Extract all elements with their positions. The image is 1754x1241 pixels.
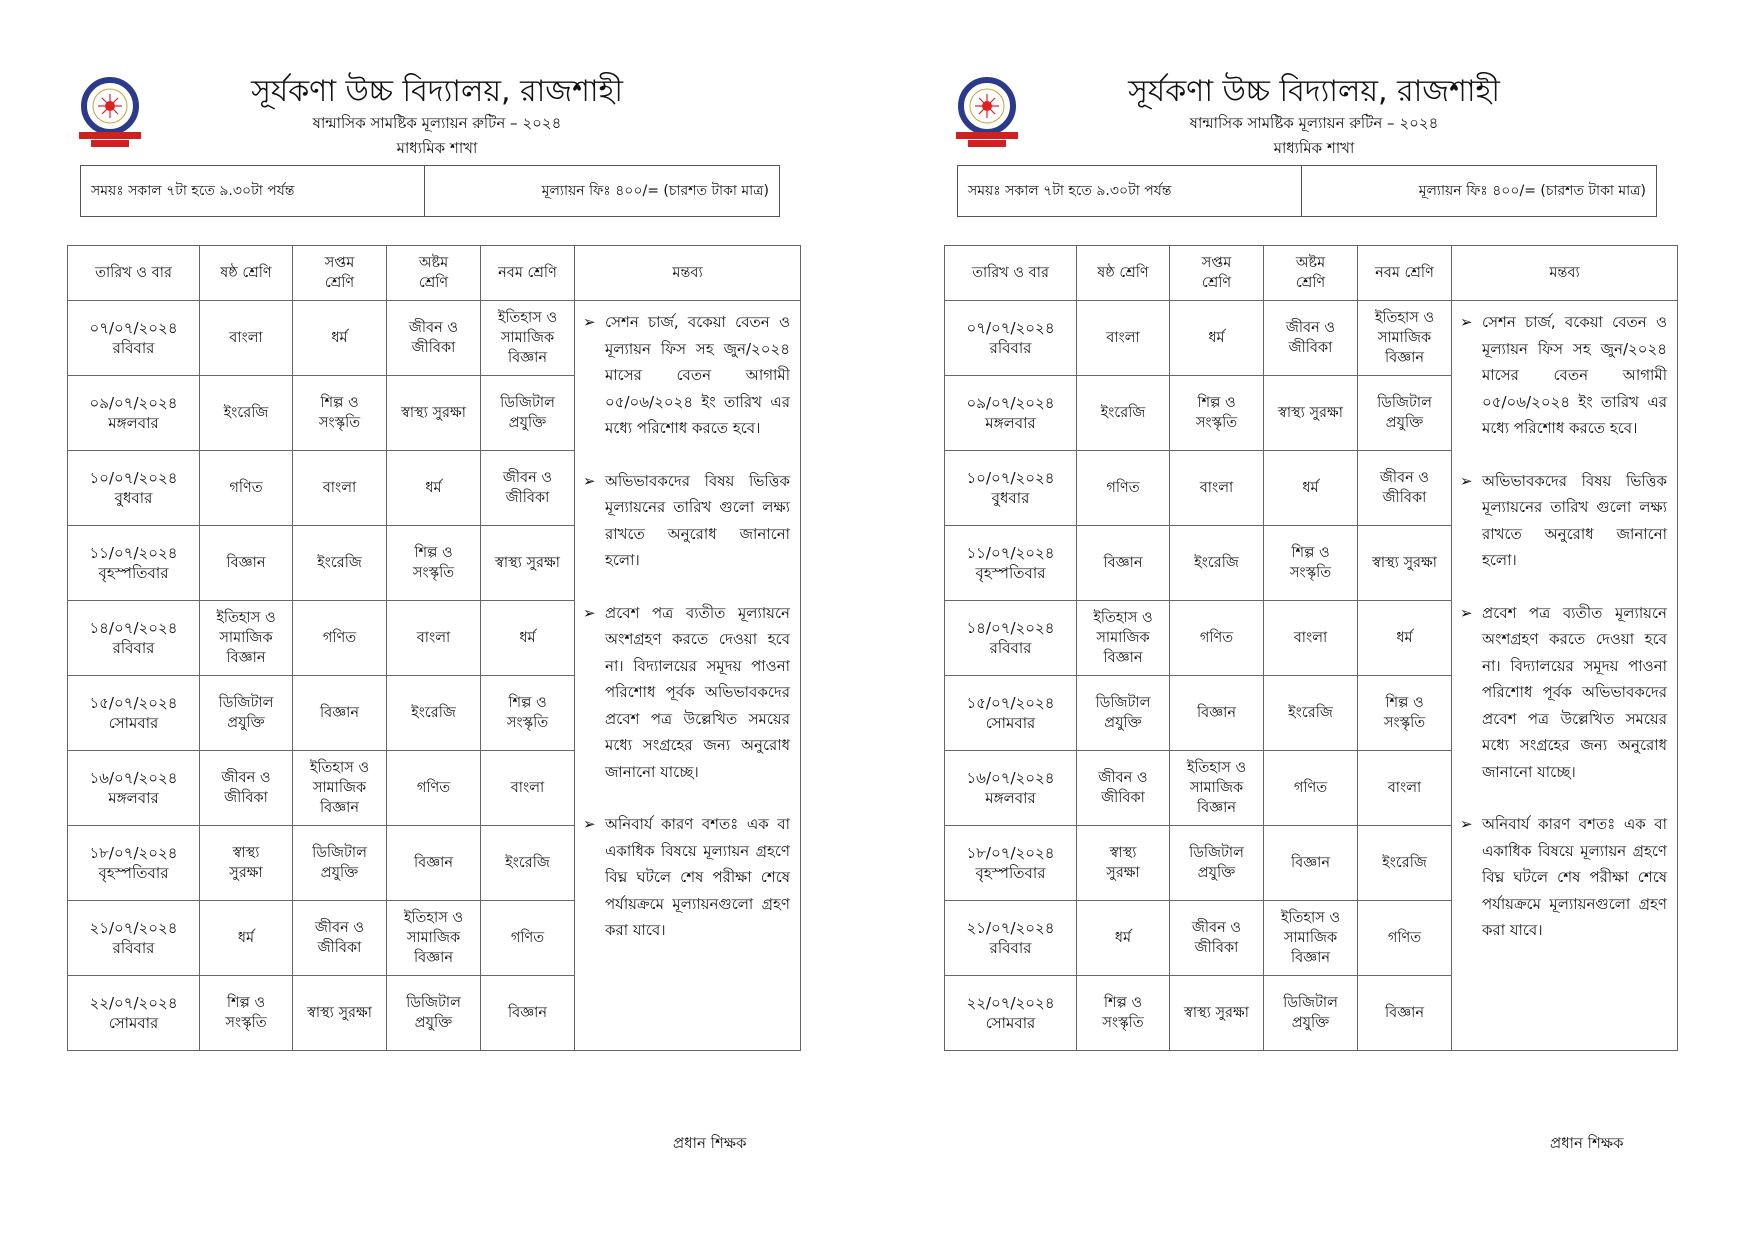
subject-cell-c6: বিজ্ঞান [200, 526, 293, 601]
subject-cell-c7: ডিজিটাল প্রযুক্তি [293, 826, 387, 901]
subject-cell-c6: শিল্প ও সংস্কৃতি [200, 976, 293, 1051]
remark-item [583, 468, 790, 574]
exam-date: ২১/০৭/২০২৪ [89, 919, 178, 937]
subject-cell-c9: জীবন ও জীবিকা [1358, 451, 1452, 526]
date-day-cell [945, 976, 1077, 1051]
remark-text: অনিবার্য কারণ বশতঃ এক বা একাধিক বিষয়ে মূল্যায়ন গ্রহণে বিঘ্ন ঘটলে শেষ পরীক্ষা শেষে পর্যায়ক্রমে মূল্যায়নগুলো গ্রহণ করা যাবে। [1482, 815, 1667, 939]
subject-cell-c7: স্বাস্থ্য সুরক্ষা [293, 976, 387, 1051]
subject-cell-c8: ডিজিটাল প্রযুক্তি [1264, 976, 1358, 1051]
exam-date: ০৯/০৭/২০২৪ [966, 394, 1055, 412]
exam-weekday: মঙ্গলবার [985, 414, 1036, 432]
date-day-cell [68, 901, 200, 976]
exam-date: ১১/০৭/২০২৪ [966, 544, 1055, 562]
subject-cell-c8: ইংরেজি [1264, 676, 1358, 751]
remark-item [1460, 309, 1667, 442]
remark-text: প্রবেশ পত্র ব্যতীত মূল্যায়নে অংশগ্রহণ করতে দেওয়া হবে না। বিদ্যালয়ের সমূদয় পাওনা পরিশোধ পূর্বক অভিভাবকদের প্রবেশ পত্র উল্লেখিত সময়ের মধ্যে সংগ্রহের জন্য অনুরোধ জানানো যাচ্ছে। [605, 603, 790, 781]
exam-weekday: রবিবার [112, 639, 155, 657]
header-class-eight: অষ্টম শ্রেণি [1264, 246, 1358, 301]
subject-cell-c9: বাংলা [1358, 751, 1452, 826]
exam-fee: মূল্যায়ন ফিঃ ৪০০/= (চারশত টাকা মাত্র) [541, 183, 769, 199]
subject-cell-c6: জীবন ও জীবিকা [200, 751, 293, 826]
routine-title: ষান্মাসিক সামষ্টিক মূল্যায়ন রুটিন – ২০২৪ [312, 114, 562, 132]
date-day-cell [945, 376, 1077, 451]
exam-date: ০৭/০৭/২০২৪ [89, 319, 178, 337]
table-row [945, 301, 1678, 376]
subject-cell-c9: ডিজিটাল প্রযুক্তি [481, 376, 575, 451]
remark-item [1460, 811, 1667, 944]
branch-name: মাধ্যমিক শাখা [1273, 139, 1355, 157]
header-class-seven: সপ্তম শ্রেণি [1170, 246, 1264, 301]
subject-cell-c9: শিল্প ও সংস্কৃতি [481, 676, 575, 751]
subject-cell-c9: গণিত [1358, 901, 1452, 976]
subject-cell-c6: বাংলা [200, 301, 293, 376]
subject-cell-c8: ইতিহাস ও সামাজিক বিজ্ঞান [387, 901, 481, 976]
subject-cell-c7: গণিত [1170, 601, 1264, 676]
subject-cell-c8: স্বাস্থ্য সুরক্ষা [387, 376, 481, 451]
remark-text: সেশন চার্জ, বকেয়া বেতন ও মূল্যায়ন ফিস সহ জুন/২০২৪ মাসের বেতন আগামী ০৫/০৬/২০২৪ ইং তারিখ এর মধ্যে পরিশোধ করতে হবে। [605, 313, 790, 437]
subject-cell-c7: ধর্ম [1170, 301, 1264, 376]
subject-cell-c8: বাংলা [1264, 601, 1358, 676]
subject-cell-c8: গণিত [1264, 751, 1358, 826]
remark-item [583, 309, 790, 442]
date-day-cell [68, 676, 200, 751]
headmaster-signature: প্রধান শিক্ষক [1550, 1134, 1624, 1152]
exam-weekday: রবিবার [989, 939, 1032, 957]
arrowhead-bullet-icon: ➢ [583, 815, 596, 833]
subject-cell-c6: জীবন ও জীবিকা [1077, 751, 1170, 826]
subject-cell-c7: বাংলা [1170, 451, 1264, 526]
subject-cell-c8: ইংরেজি [387, 676, 481, 751]
subject-cell-c8: ডিজিটাল প্রযুক্তি [387, 976, 481, 1051]
header-class-six: ষষ্ঠ শ্রেণি [200, 246, 293, 301]
date-day-cell [945, 901, 1077, 976]
header-date-day: তারিখ ও বার [68, 246, 200, 301]
exam-weekday: সোমবার [108, 714, 159, 732]
subject-cell-c6: ইতিহাস ও সামাজিক বিজ্ঞান [1077, 601, 1170, 676]
exam-date: ১৬/০৭/২০২৪ [89, 769, 178, 787]
arrowhead-bullet-icon: ➢ [1460, 471, 1473, 490]
table-header-row [945, 246, 1678, 301]
subject-cell-c9: ইতিহাস ও সামাজিক বিজ্ঞান [1358, 301, 1452, 376]
remark-text: প্রবেশ পত্র ব্যতীত মূল্যায়নে অংশগ্রহণ করতে দেওয়া হবে না। বিদ্যালয়ের সমূদয় পাওনা পরিশোধ পূর্বক অভিভাবকদের প্রবেশ পত্র উল্লেখিত সময়ের মধ্যে সংগ্রহের জন্য অনুরোধ জানানো যাচ্ছে। [1482, 603, 1667, 781]
exam-weekday: সোমবার [108, 1014, 159, 1032]
subject-cell-c8: বিজ্ঞান [387, 826, 481, 901]
subject-cell-c8: বিজ্ঞান [1264, 826, 1358, 901]
subject-cell-c9: ধর্ম [481, 601, 575, 676]
exam-date: ১৫/০৭/২০২৪ [966, 694, 1055, 712]
arrowhead-bullet-icon: ➢ [583, 313, 596, 331]
exam-date: ১০/০৭/২০২৪ [966, 469, 1055, 487]
subject-cell-c7: জীবন ও জীবিকা [293, 901, 387, 976]
arrowhead-bullet-icon: ➢ [1460, 603, 1473, 622]
subject-cell-c9: বিজ্ঞান [481, 976, 575, 1051]
header-class-eight: অষ্টম শ্রেণি [387, 246, 481, 301]
remark-item [583, 811, 790, 944]
subject-cell-c8: ইতিহাস ও সামাজিক বিজ্ঞান [1264, 901, 1358, 976]
subject-cell-c8: শিল্প ও সংস্কৃতি [1264, 526, 1358, 601]
date-day-cell [68, 451, 200, 526]
remark-text: অভিভাবকদের বিষয় ভিত্তিক মূল্যায়নের তারিখ গুলো লক্ষ্য রাখতে অনুরোধ জানানো হলো। [1482, 471, 1667, 569]
subject-cell-c9: স্বাস্থ্য সুরক্ষা [481, 526, 575, 601]
exam-weekday: রবিবার [989, 339, 1032, 357]
remarks-cell [1452, 301, 1678, 1051]
remark-text: সেশন চার্জ, বকেয়া বেতন ও মূল্যায়ন ফিস সহ জুন/২০২৪ মাসের বেতন আগামী ০৫/০৬/২০২৪ ইং তারিখ এর মধ্যে পরিশোধ করতে হবে। [1482, 313, 1667, 437]
subject-cell-c9: ইংরেজি [1358, 826, 1452, 901]
subject-cell-c8: বাংলা [387, 601, 481, 676]
subject-cell-c7: শিল্প ও সংস্কৃতি [293, 376, 387, 451]
subject-cell-c8: গণিত [387, 751, 481, 826]
subject-cell-c8: জীবন ও জীবিকা [1264, 301, 1358, 376]
date-day-cell [68, 601, 200, 676]
subject-cell-c6: গণিত [200, 451, 293, 526]
date-day-cell [945, 751, 1077, 826]
routine-table [67, 245, 801, 1051]
subject-cell-c9: বিজ্ঞান [1358, 976, 1452, 1051]
subject-cell-c8: জীবন ও জীবিকা [387, 301, 481, 376]
exam-fee: মূল্যায়ন ফিঃ ৪০০/= (চারশত টাকা মাত্র) [1418, 183, 1646, 199]
arrowhead-bullet-icon: ➢ [1460, 313, 1473, 331]
school-name: সূর্যকণা উচ্চ বিদ্যালয়, রাজশাহী [251, 74, 623, 109]
subject-cell-c7: ইংরেজি [293, 526, 387, 601]
table-row [68, 301, 801, 376]
info-box [80, 165, 780, 217]
exam-weekday: বৃহস্পতিবার [98, 864, 169, 882]
exam-weekday: মঙ্গলবার [985, 789, 1036, 807]
date-day-cell [945, 676, 1077, 751]
exam-weekday: রবিবার [989, 639, 1032, 657]
subject-cell-c9: ধর্ম [1358, 601, 1452, 676]
date-day-cell [68, 301, 200, 376]
exam-time: সময়ঃ সকাল ৭টা হতে ৯.৩০টা পর্যন্ত [958, 166, 1302, 216]
exam-date: ১৮/০৭/২০২৪ [89, 844, 178, 862]
subject-cell-c7: ডিজিটাল প্রযুক্তি [1170, 826, 1264, 901]
subject-cell-c8: ধর্ম [1264, 451, 1358, 526]
date-day-cell [68, 826, 200, 901]
subject-cell-c6: ধর্ম [1077, 901, 1170, 976]
subject-cell-c8: শিল্প ও সংস্কৃতি [387, 526, 481, 601]
arrowhead-bullet-icon: ➢ [583, 471, 596, 490]
exam-date: ১১/০৭/২০২৪ [89, 544, 178, 562]
header-class-six: ষষ্ঠ শ্রেণি [1077, 246, 1170, 301]
branch-name: মাধ্যমিক শাখা [396, 139, 478, 157]
header-class-nine: নবম শ্রেণি [1358, 246, 1452, 301]
subject-cell-c6: স্বাস্থ্য সুরক্ষা [1077, 826, 1170, 901]
subject-cell-c7: ধর্ম [293, 301, 387, 376]
subject-cell-c9: ইতিহাস ও সামাজিক বিজ্ঞান [481, 301, 575, 376]
routine-table [944, 245, 1678, 1051]
exam-weekday: সোমবার [985, 1014, 1036, 1032]
subject-cell-c7: বিজ্ঞান [293, 676, 387, 751]
subject-cell-c7: ইতিহাস ও সামাজিক বিজ্ঞান [293, 751, 387, 826]
subject-cell-c7: জীবন ও জীবিকা [1170, 901, 1264, 976]
exam-time: সময়ঃ সকাল ৭টা হতে ৯.৩০টা পর্যন্ত [81, 166, 425, 216]
table-header-row [68, 246, 801, 301]
exam-weekday: মঙ্গলবার [108, 414, 159, 432]
exam-date: ১৮/০৭/২০২৪ [966, 844, 1055, 862]
remarks-cell [575, 301, 801, 1051]
exam-date: ১৫/০৭/২০২৪ [89, 694, 178, 712]
exam-weekday: বৃহস্পতিবার [98, 564, 169, 582]
date-day-cell [945, 826, 1077, 901]
date-day-cell [68, 751, 200, 826]
subject-cell-c9: গণিত [481, 901, 575, 976]
subject-cell-c7: ইংরেজি [1170, 526, 1264, 601]
info-box [957, 165, 1657, 217]
exam-weekday: রবিবার [112, 339, 155, 357]
header-class-seven: সপ্তম শ্রেণি [293, 246, 387, 301]
exam-date: ১৬/০৭/২০২৪ [966, 769, 1055, 787]
exam-date: ০৭/০৭/২০২৪ [966, 319, 1055, 337]
subject-cell-c6: বাংলা [1077, 301, 1170, 376]
subject-cell-c9: জীবন ও জীবিকা [481, 451, 575, 526]
date-day-cell [945, 301, 1077, 376]
subject-cell-c6: বিজ্ঞান [1077, 526, 1170, 601]
exam-date: ২২/০৭/২০২৪ [89, 994, 178, 1012]
subject-cell-c6: ইংরেজি [200, 376, 293, 451]
subject-cell-c8: স্বাস্থ্য সুরক্ষা [1264, 376, 1358, 451]
subject-cell-c9: বাংলা [481, 751, 575, 826]
exam-date: ১৪/০৭/২০২৪ [966, 619, 1055, 637]
subject-cell-c9: ইংরেজি [481, 826, 575, 901]
subject-cell-c9: স্বাস্থ্য সুরক্ষা [1358, 526, 1452, 601]
date-day-cell [945, 526, 1077, 601]
exam-weekday: রবিবার [112, 939, 155, 957]
remark-item [583, 600, 790, 786]
date-day-cell [68, 976, 200, 1051]
header-remarks: মন্তব্য [1452, 246, 1678, 301]
remark-text: অভিভাবকদের বিষয় ভিত্তিক মূল্যায়নের তারিখ গুলো লক্ষ্য রাখতে অনুরোধ জানানো হলো। [605, 471, 790, 569]
remark-item [1460, 600, 1667, 786]
exam-date: ২১/০৭/২০২৪ [966, 919, 1055, 937]
remark-text: অনিবার্য কারণ বশতঃ এক বা একাধিক বিষয়ে মূল্যায়ন গ্রহণে বিঘ্ন ঘটলে শেষ পরীক্ষা শেষে পর্যায়ক্রমে মূল্যায়নগুলো গ্রহণ করা যাবে। [605, 815, 790, 939]
subject-cell-c6: ডিজিটাল প্রযুক্তি [200, 676, 293, 751]
exam-date: ১৪/০৭/২০২৪ [89, 619, 178, 637]
routine-sheet-left [67, 0, 827, 1241]
exam-weekday: বুধবার [991, 489, 1030, 507]
subject-cell-c8: ধর্ম [387, 451, 481, 526]
school-name: সূর্যকণা উচ্চ বিদ্যালয়, রাজশাহী [1128, 74, 1500, 109]
subject-cell-c7: স্বাস্থ্য সুরক্ষা [1170, 976, 1264, 1051]
routine-title: ষান্মাসিক সামষ্টিক মূল্যায়ন রুটিন – ২০২৪ [1189, 114, 1439, 132]
arrowhead-bullet-icon: ➢ [583, 603, 596, 622]
routine-sheet-right [944, 0, 1704, 1241]
exam-weekday: বুধবার [114, 489, 153, 507]
subject-cell-c9: ডিজিটাল প্রযুক্তি [1358, 376, 1452, 451]
subject-cell-c6: শিল্প ও সংস্কৃতি [1077, 976, 1170, 1051]
exam-date: ০৯/০৭/২০২৪ [89, 394, 178, 412]
date-day-cell [945, 451, 1077, 526]
header-class-nine: নবম শ্রেণি [481, 246, 575, 301]
remark-item [1460, 468, 1667, 574]
exam-weekday: মঙ্গলবার [108, 789, 159, 807]
headmaster-signature: প্রধান শিক্ষক [673, 1134, 747, 1152]
arrowhead-bullet-icon: ➢ [1460, 815, 1473, 833]
exam-date: ১০/০৭/২০২৪ [89, 469, 178, 487]
date-day-cell [68, 526, 200, 601]
subject-cell-c7: বাংলা [293, 451, 387, 526]
exam-weekday: বৃহস্পতিবার [975, 564, 1046, 582]
exam-weekday: সোমবার [985, 714, 1036, 732]
exam-date: ২২/০৭/২০২৪ [966, 994, 1055, 1012]
date-day-cell [945, 601, 1077, 676]
subject-cell-c7: শিল্প ও সংস্কৃতি [1170, 376, 1264, 451]
subject-cell-c6: ইতিহাস ও সামাজিক বিজ্ঞান [200, 601, 293, 676]
exam-weekday: বৃহস্পতিবার [975, 864, 1046, 882]
header-remarks: মন্তব্য [575, 246, 801, 301]
subject-cell-c6: ধর্ম [200, 901, 293, 976]
subject-cell-c6: ডিজিটাল প্রযুক্তি [1077, 676, 1170, 751]
date-day-cell [68, 376, 200, 451]
subject-cell-c7: বিজ্ঞান [1170, 676, 1264, 751]
subject-cell-c6: স্বাস্থ্য সুরক্ষা [200, 826, 293, 901]
subject-cell-c6: ইংরেজি [1077, 376, 1170, 451]
header-date-day: তারিখ ও বার [945, 246, 1077, 301]
subject-cell-c7: গণিত [293, 601, 387, 676]
subject-cell-c6: গণিত [1077, 451, 1170, 526]
subject-cell-c7: ইতিহাস ও সামাজিক বিজ্ঞান [1170, 751, 1264, 826]
subject-cell-c9: শিল্প ও সংস্কৃতি [1358, 676, 1452, 751]
